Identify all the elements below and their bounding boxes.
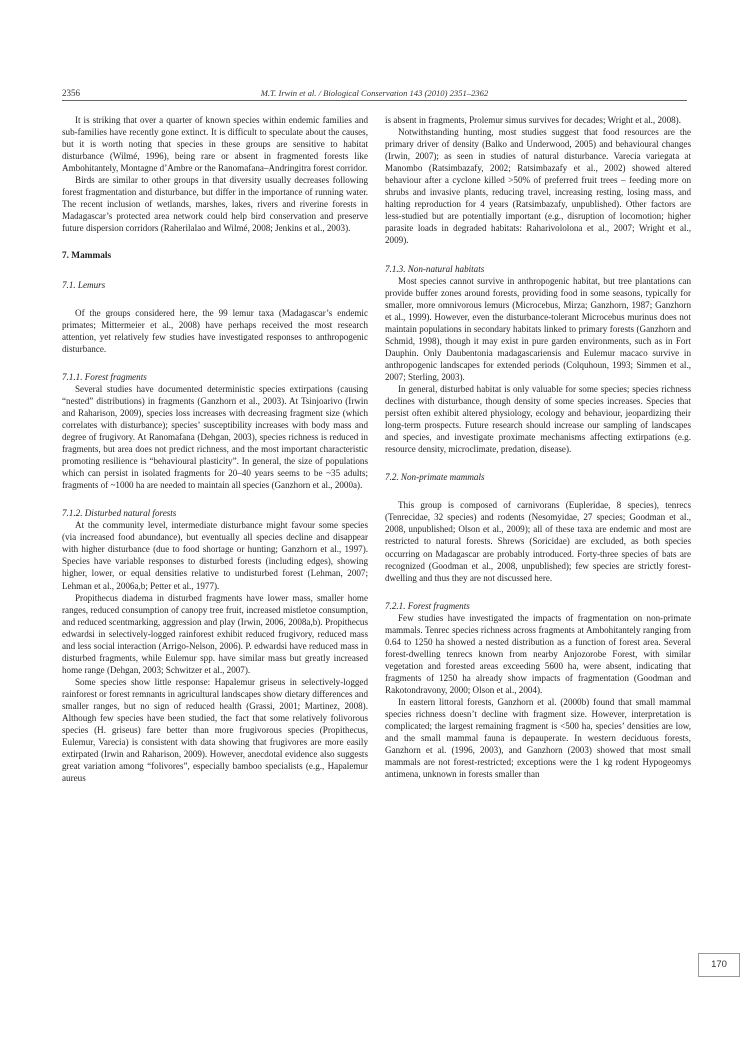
paragraph: At the community level, intermediate disturbance might favour some species (via increased food abundance), but eventually all species decline and disappear with higher disturbance (due to food shortage or hunting; Ganzhorn et al., 1997). Species have variable responses to disturbed forests (including edges), showing higher, lower, or equal densities relative to undisturbed forest (Lehman, 2007; Lehman et al., 2006a,b; Petter et al., 1977). bbox=[62, 520, 368, 591]
page-number: 2356 bbox=[62, 88, 80, 98]
paragraph: Of the groups considered here, the 99 lemur taxa (Madagascar’s endemic primates; Mittermeier et al., 2008) have perhaps received the most research attention, yet relatively few studies have investigated responses to anthropogenic disturbance. bbox=[62, 307, 368, 354]
section-heading-lemurs: 7.1. Lemurs bbox=[62, 279, 106, 290]
paragraph: Few studies have investigated the impacts of fragmentation on non-primate mammals. Tenrec species richness across fragments at Ambohitantely ranging from 0.64 to 1250 ha showed a nested distribution as a function of forest area. Several forest-dwelling tenrecs known from nearby Anjozorobe Forest, with similar vegetation and forested areas exceeding 5600 ha, were absent, indicating that fragments of 1250 ha already show impacts of fragmentation (Goodman and Rakotondravony, 2000; Olson et al., 2004). bbox=[385, 612, 691, 695]
section-heading-disturbed-forests: 7.1.2. Disturbed natural forests bbox=[62, 508, 177, 519]
section-heading-forest-fragments-mammals: 7.2.1. Forest fragments bbox=[385, 600, 470, 611]
section-heading-mammals: 7. Mammals bbox=[62, 251, 112, 262]
section-heading-forest-fragments: 7.1.1. Forest fragments bbox=[62, 371, 147, 382]
paragraph: It is striking that over a quarter of known species within endemic families and sub-families have recently gone extinct. It is difficult to speculate about the causes, but it is worth noting that species in these groups are sensitive to habitat disturbance (Wilmé, 1996), being rare or absent in fragmented forests like Ambohitantely, Montagne d’Ambre or the Ranomafana–Andringitra forest corridor. bbox=[62, 115, 368, 174]
paragraph: Notwithstanding hunting, most studies suggest that food resources are the primary driver of density (Balko and Underwood, 2005) and behavioural changes (Irwin, 2007); as seen in studies of natural disturbance. Varecia variegata at Manombo (Ratsimbazafy, 2002; Ratsimbazafy et al., 2002) showed altered behaviour after a cyclone killed >50% of preferred fruit trees – feeding more on shrubs and invasive plants, reducing travel, increasing resting, losing mass, and halting reproduction for 4 years (Ratsimbazafy, unpublished). Other factors are less-studied but are potentially important (e.g., disruption of locomotion; higher parasite loads in degraded habitats: Raharivololona et al., 2007; Wright et al., 2009). bbox=[385, 127, 691, 246]
right-column bbox=[385, 114, 691, 780]
paragraph: Propithecus diadema in disturbed fragments have lower mass, smaller home ranges, reduced consumption of canopy tree fruit, increased mistletoe consumption, and reduced scentmarking, aggression and play (Irwin, 2006, 2008a,b). Propithecus edwardsi in selectively-logged rainforest exhibit reduced frugivory, reduced mass and less social interaction (Arrigo-Nelson, 2006). P. edwardsi have reduced mass in disturbed fragments, while Eulemur spp. have similar mass but greatly increased home range (Dehgan, 2003; Schwitzer et al., 2007). bbox=[62, 592, 368, 675]
section-heading-non-primate-mammals: 7.2. Non-primate mammals bbox=[385, 472, 485, 483]
paragraph: In eastern littoral forests, Ganzhorn et al. (2000b) found that small mammal species richness doesn’t decline with fragment size. However, interpretation is complicated; the largest remaining fragment is <500 ha, species’ densities are low, and the small mammal fauna is depauperate. In western deciduous forests, Ganzhorn et al. (1996, 2003), and Ganzhorn (2003) showed that most small mammals are not forest-restricted; exceptions were the 1 kg rodent Hypogeomys antimena, unknown in forests smaller than bbox=[385, 697, 691, 780]
pdf-page-label: 170 bbox=[698, 953, 740, 977]
paragraph: is absent in fragments, Prolemur simus survives for decades; Wright et al., 2008). bbox=[385, 115, 681, 125]
header-rule bbox=[62, 100, 687, 101]
paragraph: Some species show little response: Hapalemur griseus in selectively-logged rainforest or forest remnants in agricultural landscapes show dietary differences and smaller ranges, but no sign of reduced health (Grassi, 2001; Martinez, 2008). Although few species have been studied, the fact that some relatively folivorous species (H. griseus) fare better than more frugivorous species (Propithecus, Eulemur, Varecia) is consistent with data showing that frugivores are more easily extirpated (Irwin and Raharison, 2009). However, anecdotal evidence also suggests great variation among “folivores”, especially bamboo specialists (e.g., Hapalemur aureus bbox=[62, 676, 368, 784]
running-title: M.T. Irwin et al. / Biological Conservation 143 (2010) 2351–2362 bbox=[260, 88, 489, 98]
paragraph: Birds are similar to other groups in that diversity usually decreases following forest fragmentation and disturbance, but differ in the importance of running water. The recent inclusion of wetlands, marshes, lakes, rivers and riverine forests in Madagascar’s protected area network could help bird conservation and preserve future dispersion corridors (Raherilalao and Wilmé, 2008; Jenkins et al., 2003). bbox=[62, 175, 368, 234]
paragraph: Several studies have documented deterministic species extirpations (causing “nested” distributions) in fragments (Ganzhorn et al., 2003). At Tsinjoarivo (Irwin and Raharison, 2009), species loss increases with decreasing fragment size (which correlates with disturbance); species’ susceptibility increases with body mass and degree of frugivory. At Ranomafana (Dehgan, 2003), species richness is reduced in fragments, but area does not predict richness, and the most important characteristic promoting resilience is “behavioural plasticity”. In general, the size of populations which can persist in isolated fragments for 20–40 years seems to be ~35 adults; fragments of ~1000 ha are needed to maintain all species (Ganzhorn et al., 2000a). bbox=[62, 383, 368, 491]
section-heading-non-natural-habitats: 7.1.3. Non-natural habitats bbox=[385, 263, 485, 274]
left-column bbox=[62, 114, 368, 784]
paragraph: Most species cannot survive in anthropogenic habitat, but tree plantations can provide buffer zones around forests, providing food in some seasons, typically for smaller, more omnivorous lemurs (Microcebus, Mirza; Ganzhorn, 1987; Ganzhorn et al., 1999). However, even the disturbance-tolerant Microcebus murinus does not maintain populations in secondary habitats linked to primary forests (Ganzhorn and Schmid, 1998), though it may exist in pure garden environments, such as in Fort Dauphin. Only Daubentonia madagascariensis and Eulemur macaco survive in anthropogenic landscapes for extended periods (Colquhoun, 1993; Simmen et al., 2007; Sterling, 2003). bbox=[385, 275, 691, 382]
paragraph: This group is composed of carnivorans (Eupleridae, 8 species), tenrecs (Tenrecidae, 32 species) and rodents (Nesomyidae, 27 species; Goodman et al., 2008, unpublished; Olson et al., 2009); all of these taxa are endemic and most are restricted to natural forests. Shrews (Soricidae) are excluded, as both species occurring on Madagascar are probably introduced. Forty-three species of bats are recognized (Goodman et al., 2008, unpublished); few species are strictly forest-dwelling and thus they are not discussed here. bbox=[385, 500, 691, 583]
paragraph: In general, disturbed habitat is only valuable for some species; species richness declines with disturbance, though density of some species increases. Species that persist often exhibit altered physiology, ecology and behaviour, jeopardizing their long-term prospects. Future research should increase our sampling of landscapes and species, and investigate proximate mechanisms affecting extirpations (e.g. resource density, microclimate, predation, disease). bbox=[385, 383, 691, 455]
